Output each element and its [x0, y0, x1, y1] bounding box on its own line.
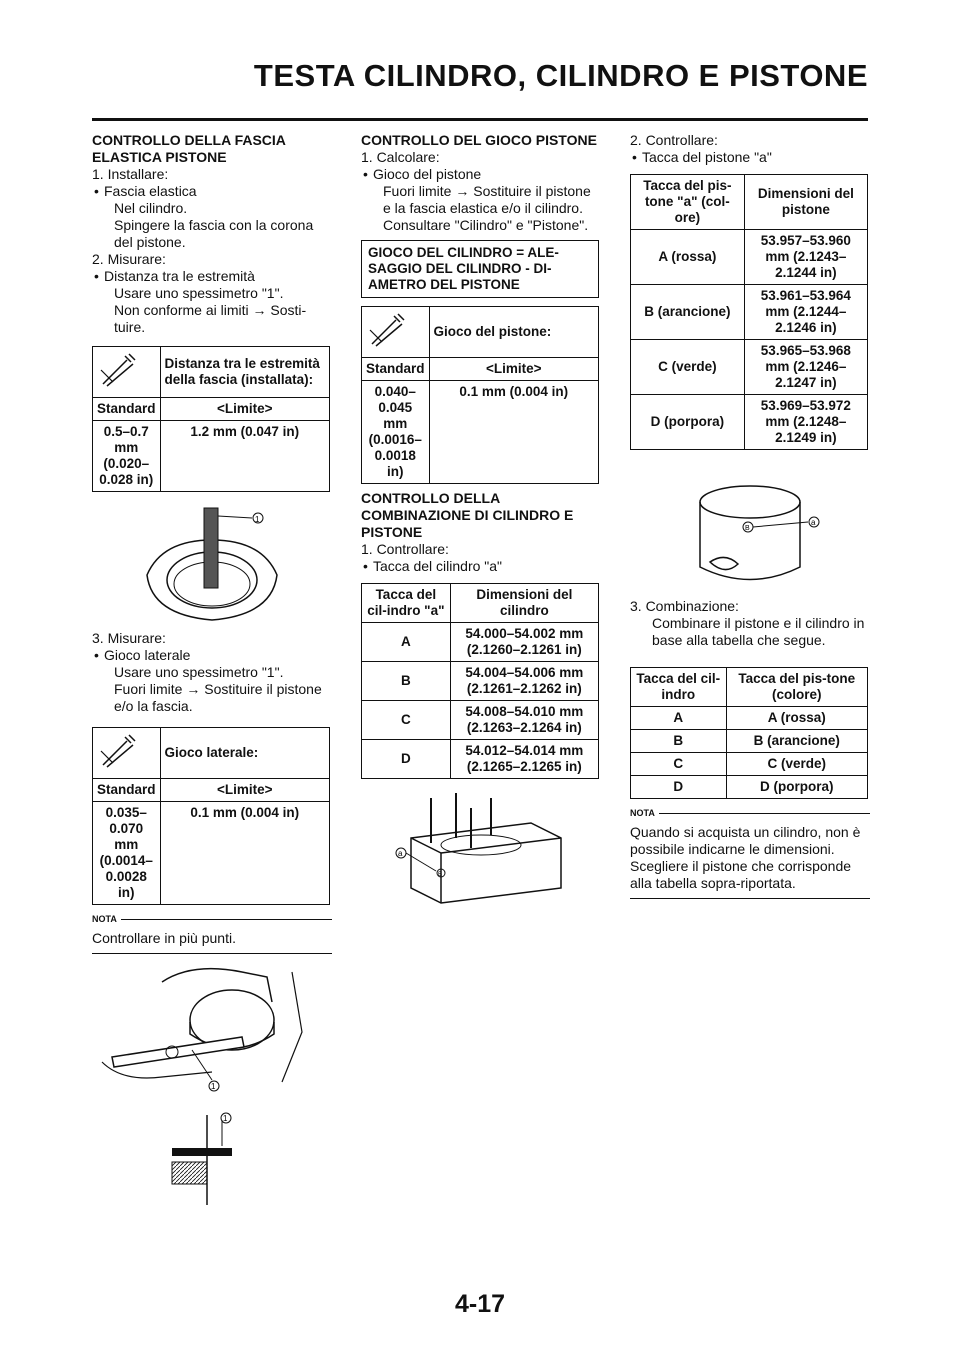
table-header: Dimensioni del cilindro [450, 584, 598, 623]
step-text: 3. Combinazione: [630, 598, 739, 614]
table-cell: D (porpora) [726, 776, 867, 799]
step-detail: Fuori limite → Sostituire il pistone e/o la fascia. [114, 681, 322, 714]
table-cell: B [362, 662, 451, 701]
callout-letter: B [438, 872, 443, 878]
table-cell: C [362, 701, 451, 740]
table-header: Tacca del cil-indro [631, 668, 727, 707]
spec-label: Gioco laterale: [160, 728, 329, 779]
table-cell: 53.957–53.960 mm (2.1243–2.1244 in) [744, 230, 867, 285]
side-clearance-illustration [92, 962, 332, 1102]
step-text: 2. Controllare: [630, 132, 718, 148]
step-detail: Nel cilindro. [114, 200, 188, 216]
table-cell: 53.969–53.972 mm (2.1248–2.1249 in) [744, 395, 867, 450]
cylinder-size-table [361, 583, 599, 779]
spec-label: Gioco del pistone: [429, 307, 598, 358]
table-cell: 53.965–53.968 mm (2.1246–2.1247 in) [744, 340, 867, 395]
table-cell: D (porpora) [631, 395, 745, 450]
table-cell: B (arancione) [631, 285, 745, 340]
note-label: NOTA [630, 805, 659, 822]
table-cell: A (rossa) [631, 230, 745, 285]
column-left [92, 132, 332, 1210]
step-detail: Usare uno spessimetro "1". [114, 285, 284, 301]
table-cell: 53.961–53.964 mm (2.1244–2.1246 in) [744, 285, 867, 340]
step-text: 1. Calcolare: [361, 149, 440, 165]
column-middle [361, 132, 601, 913]
callout-letter: B [745, 525, 750, 532]
ring-section-diagram [92, 1110, 332, 1210]
caliper-icon [93, 728, 161, 779]
table-cell: A (rossa) [726, 707, 867, 730]
table-cell: D [362, 740, 451, 779]
table-cell: 0.1 mm (0.004 in) [160, 802, 329, 905]
combination-table [630, 667, 868, 799]
table-header: Standard [93, 779, 161, 802]
title-rule [92, 118, 868, 121]
piston-size-table [630, 174, 868, 450]
step-detail: Non conforme ai limiti → Sosti-tuire. [114, 302, 307, 335]
table-cell: B (arancione) [726, 730, 867, 753]
bullet-item: • Gioco laterale [92, 647, 332, 664]
note-label: NOTA [92, 911, 121, 928]
column-right [630, 132, 870, 899]
table-header: <Limite> [160, 779, 329, 802]
spec-table-piston-clearance [361, 306, 599, 484]
table-cell: A [631, 707, 727, 730]
table-cell: C (verde) [631, 340, 745, 395]
bullet-item: • Tacca del pistone "a" [630, 149, 870, 166]
table-cell: B [631, 730, 727, 753]
note-box [630, 808, 870, 899]
bullet-item: • Tacca del cilindro "a" [361, 558, 601, 575]
table-cell: 1.2 mm (0.047 in) [160, 421, 329, 492]
table-cell: 0.035–0.070 mm (0.0014–0.0028 in) [93, 802, 161, 905]
step-text: 2. Misurare: [92, 251, 166, 267]
table-cell: 54.000–54.002 mm (2.1260–2.1261 in) [450, 623, 598, 662]
ring-gap-illustration [92, 500, 332, 630]
callout-letter: a [398, 849, 403, 858]
step-detail: Fuori limite → Sostituire il pistone e la fascia elastica e/o il cilindro. Consultare "Cilindro" e "Pistone". [383, 183, 591, 233]
caliper-icon [93, 347, 161, 398]
table-header: <Limite> [429, 358, 598, 381]
callout-letter: a [811, 518, 816, 527]
table-cell: 54.004–54.006 mm (2.1261–2.1262 in) [450, 662, 598, 701]
step-detail: Spingere la fascia con la corona del pistone. [114, 217, 314, 250]
spec-label: Distanza tra le estremità della fascia (installata): [160, 347, 329, 398]
note-text: Controllare in più punti. [92, 930, 236, 946]
table-header: Tacca del pis-tone "a" (col-ore) [631, 175, 745, 230]
table-cell: C (verde) [726, 753, 867, 776]
bullet-item: • Distanza tra le estremità [92, 268, 332, 285]
table-header: Standard [362, 358, 430, 381]
note-box [92, 914, 332, 954]
table-header: <Limite> [160, 398, 329, 421]
table-header: Tacca del pis-tone (colore) [726, 668, 867, 707]
step-detail: Combinare il pistone e il cilindro in base alla tabella che segue. [652, 615, 865, 648]
table-cell: 0.1 mm (0.004 in) [429, 381, 598, 484]
callout-number: 1 [255, 515, 260, 524]
table-cell: A [362, 623, 451, 662]
table-header: Tacca del cil-indro "a" [362, 584, 451, 623]
table-cell: C [631, 753, 727, 776]
piston-illustration [630, 472, 870, 592]
formula-box: GIOCO DEL CILINDRO = ALE-SAGGIO DEL CILINDRO - DI-AMETRO DEL PISTONE [361, 240, 599, 298]
table-cell: 54.012–54.014 mm (2.1265–2.1265 in) [450, 740, 598, 779]
table-cell: 0.5–0.7 mm (0.020–0.028 in) [93, 421, 161, 492]
table-header: Dimensioni del pistone [744, 175, 867, 230]
section-heading: CONTROLLO DEL GIOCO PISTONE [361, 132, 597, 148]
table-cell: 54.008–54.010 mm (2.1263–2.1264 in) [450, 701, 598, 740]
step-detail: Usare uno spessimetro "1". [114, 664, 284, 680]
bullet-item: • Fascia elastica [92, 183, 332, 200]
callout-number: 1 [211, 1082, 216, 1091]
note-text: Quando si acquista un cilindro, non è possibile indicarne le dimensioni. Scegliere il pistone che corrisponde alla tabella sopra-riportata. [630, 824, 861, 891]
callout-number: 1 [223, 1114, 228, 1123]
page-number: 4-17 [454, 1290, 506, 1318]
page-title: TESTA CILINDRO, CILINDRO E PISTONE [253, 58, 868, 93]
table-header: Standard [93, 398, 161, 421]
section-heading: CONTROLLO DELLA COMBINAZIONE DI CILINDRO E PISTONE [361, 490, 574, 540]
bullet-item: • Gioco del pistone [361, 166, 601, 183]
cylinder-illustration [361, 793, 601, 913]
table-cell: D [631, 776, 727, 799]
section-heading: CONTROLLO DELLA FASCIA ELASTICA PISTONE [92, 132, 286, 165]
step-text: 3. Misurare: [92, 630, 166, 646]
step-text: 1. Installare: [92, 166, 169, 182]
step-text: 1. Controllare: [361, 541, 449, 557]
caliper-icon [362, 307, 430, 358]
spec-table-ring-gap [92, 346, 330, 492]
spec-table-side-clearance [92, 727, 330, 905]
table-cell: 0.040–0.045 mm (0.0016–0.0018 in) [362, 381, 430, 484]
